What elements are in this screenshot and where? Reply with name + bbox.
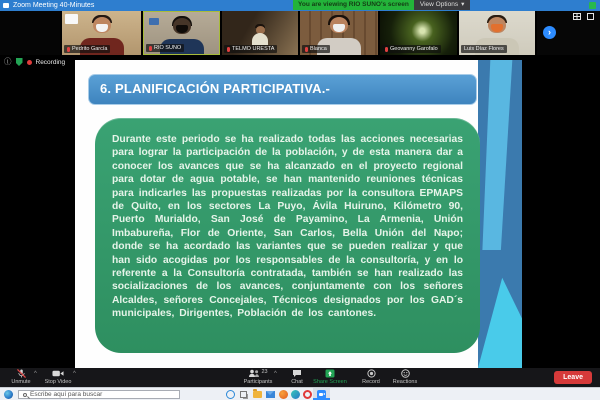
edge-icon[interactable] bbox=[291, 390, 300, 399]
audio-status-icon bbox=[589, 2, 596, 9]
view-options-label: View Options bbox=[419, 1, 459, 8]
search-placeholder: Escribe aquí para buscar bbox=[30, 391, 103, 398]
video-strip bbox=[0, 11, 600, 55]
participants-count-badge: 23 bbox=[261, 369, 268, 375]
muted-mic-icon bbox=[149, 46, 152, 51]
blue-sign bbox=[149, 18, 159, 25]
zoom-taskbar-button-active[interactable] bbox=[313, 388, 330, 400]
fullscreen-icon[interactable] bbox=[587, 13, 594, 20]
face-mask bbox=[96, 24, 108, 32]
stop-video-button[interactable] bbox=[40, 369, 76, 385]
recording-dot-icon bbox=[27, 60, 32, 65]
slide-title: 6. PLANIFICACIÓN PARTICIPATIVA.- bbox=[88, 74, 477, 105]
record-icon bbox=[367, 369, 376, 378]
record-label: Record bbox=[362, 379, 380, 385]
next-participants-button[interactable]: › bbox=[543, 26, 556, 39]
info-icon[interactable]: ⓘ bbox=[4, 57, 12, 66]
share-screen-label: Share Screen bbox=[313, 379, 347, 385]
task-view-icon[interactable] bbox=[240, 391, 247, 398]
participant-name: Luis Díaz Flores bbox=[464, 46, 504, 52]
mic-options-caret[interactable]: ^ bbox=[34, 371, 37, 377]
participants-options-caret[interactable]: ^ bbox=[274, 371, 277, 377]
participants-button[interactable] bbox=[237, 369, 279, 385]
video-camera-icon bbox=[52, 369, 64, 378]
participants-icon bbox=[248, 369, 260, 378]
video-tile-blanca[interactable] bbox=[300, 11, 378, 55]
participant-name-badge bbox=[302, 45, 330, 53]
share-screen-icon bbox=[325, 369, 335, 378]
muted-mic-icon bbox=[385, 47, 388, 52]
zoom-app-icon bbox=[3, 3, 9, 8]
face-mask bbox=[333, 24, 345, 32]
search-icon bbox=[23, 393, 27, 397]
viewing-banner bbox=[293, 0, 470, 10]
record-button[interactable] bbox=[356, 369, 386, 385]
presentation-slide bbox=[75, 60, 522, 368]
participant-name: TELMO URESTA bbox=[232, 46, 275, 52]
security-shield-icon[interactable] bbox=[16, 58, 23, 66]
slide-body-text: Durante este periodo se ha realizado todas las acciones necesarias para lograr la participación de la población, y de esta manera dar a conocer los avances que se ha alcanzado en el proyecto regional para dotar de agua potable, se han mantenido reuniones técnicas para indicarles las propuestas realizadas por la consultora EPMAPS de Quito, en los sectores La Puyo, Ávila Huiruno, Kilómetro 90, Puerto Murialdo, San José de Payamino, La Armenia, Unión Imbabureña, Flor de Oriente, San Carlos, Bella Unión del Napo; donde se ha acordado las variantes que se pueden realizar y que han sido acogidas por los responsables de la consultoría, y en lo referente a la Consultoría contratada, también se han realizado las socializaciones de los avances, conjuntamente con los señores Alcaldes, señores Concejales, Técnicos designados por los GAD´s municipales, Dirigentes, Población de los cantones. bbox=[112, 134, 463, 320]
reactions-button[interactable] bbox=[388, 369, 422, 385]
participant-name-badge bbox=[382, 45, 441, 53]
muted-mic-icon bbox=[305, 47, 308, 52]
participant-name: Pedrito García bbox=[72, 46, 108, 52]
video-tile-luis[interactable] bbox=[459, 11, 535, 55]
chat-label: Chat bbox=[291, 379, 303, 385]
zoom-app-icon bbox=[317, 390, 326, 399]
view-options-button[interactable] bbox=[414, 0, 470, 10]
muted-mic-icon bbox=[67, 47, 70, 52]
muted-mic-icon bbox=[227, 47, 230, 52]
recording-label: Recording bbox=[35, 58, 66, 66]
windows-taskbar bbox=[0, 387, 600, 400]
participant-name-badge bbox=[146, 44, 184, 52]
participant-name-badge bbox=[224, 45, 277, 53]
view-controls bbox=[573, 13, 594, 20]
share-screen-button[interactable] bbox=[306, 369, 354, 385]
file-explorer-icon[interactable] bbox=[253, 391, 262, 398]
taskbar-search-input[interactable] bbox=[18, 390, 180, 399]
cortana-icon[interactable] bbox=[226, 390, 235, 399]
paper-note bbox=[65, 14, 78, 24]
video-tile-empty[interactable] bbox=[0, 11, 60, 55]
unmute-button[interactable] bbox=[6, 369, 36, 385]
reactions-label: Reactions bbox=[392, 379, 418, 385]
participant-name: Geovanny Garofalo bbox=[390, 46, 438, 52]
muted-mic-icon bbox=[16, 369, 27, 378]
leave-button[interactable]: Leave bbox=[554, 371, 592, 384]
participant-name-badge bbox=[64, 45, 110, 53]
video-tile-rio-suno-active-speaker[interactable] bbox=[143, 11, 220, 55]
firefox-icon[interactable] bbox=[279, 390, 288, 399]
video-tile-geovanny[interactable] bbox=[380, 11, 457, 55]
participant-name: RIO SUNO bbox=[154, 45, 182, 51]
start-button[interactable] bbox=[4, 390, 13, 399]
viewing-banner-text: You are viewing RIO SUNO's screen bbox=[293, 0, 414, 10]
face-mask bbox=[176, 25, 188, 33]
window-title: Zoom Meeting 40-Minutes bbox=[13, 2, 95, 9]
slide-text-panel bbox=[95, 118, 480, 353]
gallery-view-icon[interactable] bbox=[573, 13, 581, 20]
face-mask bbox=[491, 24, 503, 32]
mail-icon[interactable] bbox=[266, 391, 275, 398]
participant-name-badge bbox=[461, 45, 507, 53]
chat-bubble-icon bbox=[292, 369, 302, 378]
opera-icon[interactable] bbox=[303, 390, 312, 399]
recording-indicator bbox=[4, 58, 65, 66]
video-tile-pedrito[interactable] bbox=[62, 11, 141, 55]
participants-label: Participants bbox=[243, 379, 273, 385]
stop-video-label: Stop Video bbox=[44, 379, 72, 385]
video-options-caret[interactable]: ^ bbox=[73, 371, 76, 377]
chevron-down-icon: ▾ bbox=[461, 1, 465, 8]
unmute-label: Unmute bbox=[11, 379, 31, 385]
zoom-toolbar bbox=[0, 368, 600, 387]
reactions-smiley-icon bbox=[401, 369, 410, 378]
participant-name: Blanca bbox=[310, 46, 327, 52]
shared-screen-area bbox=[0, 55, 600, 368]
video-tile-telmo[interactable] bbox=[222, 11, 298, 55]
